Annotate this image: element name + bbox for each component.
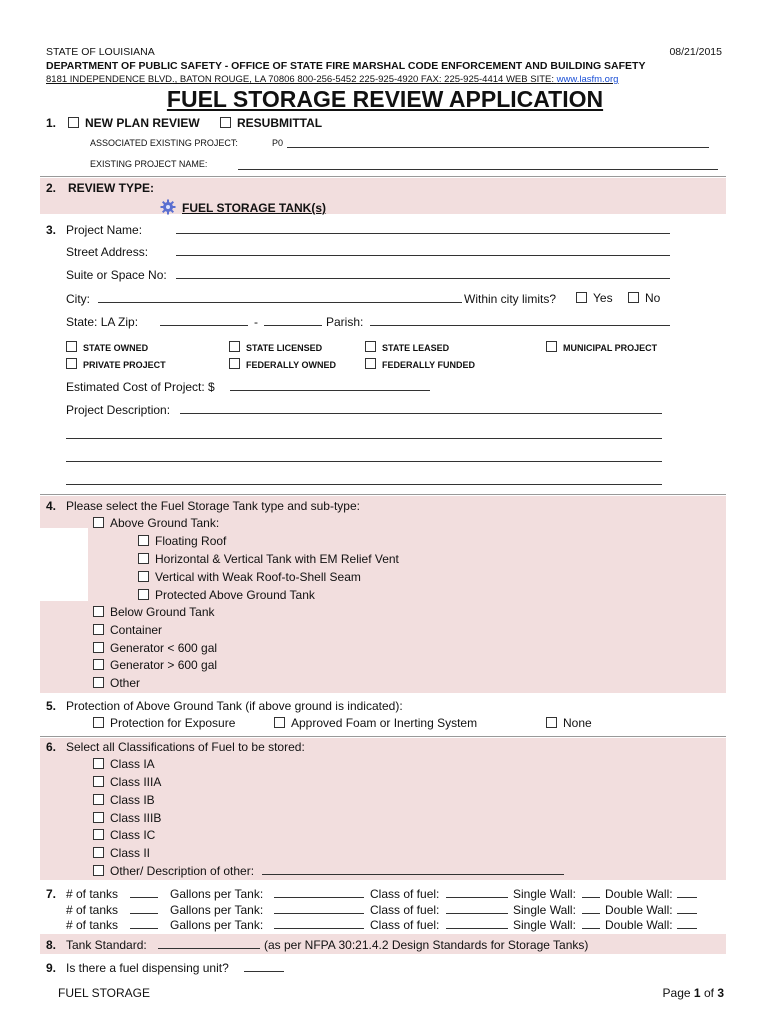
project-description-line-4[interactable] [66, 473, 662, 485]
federally-owned-label: FEDERALLY OWNED [246, 360, 337, 370]
within-no-option[interactable] [628, 291, 660, 305]
state-licensed-label: STATE LICENSED [246, 343, 323, 353]
class-ic-option[interactable] [93, 828, 155, 842]
divider [40, 494, 726, 495]
section-4-number: 4. [46, 499, 57, 513]
class-ia-option[interactable] [93, 757, 155, 771]
new-plan-review-checkbox[interactable] [68, 117, 79, 128]
project-name-field[interactable] [176, 222, 670, 234]
class-label: Class of fuel: [370, 918, 440, 932]
estimated-cost-label: Estimated Cost of Project: $ [66, 380, 215, 394]
within-yes-option[interactable] [576, 291, 613, 305]
tank-standard-note: (as per NFPA 30:21.4.2 Design Standards for Storage Tanks) [264, 938, 589, 952]
zip-field[interactable] [160, 314, 248, 326]
associated-project-label: ASSOCIATED EXISTING PROJECT: [90, 138, 238, 148]
foam-inerting-option[interactable] [274, 716, 477, 730]
street-address-field[interactable] [176, 244, 670, 256]
class-ia-checkbox[interactable] [93, 758, 104, 769]
container-option[interactable] [93, 623, 162, 637]
city-field[interactable] [98, 291, 462, 303]
single-wall-field[interactable] [582, 917, 600, 929]
header-date: 08/21/2015 [669, 46, 722, 58]
tank-count-field[interactable] [130, 886, 158, 898]
protected-above-ground-option[interactable] [138, 588, 315, 602]
federally-funded-option[interactable] [365, 358, 475, 370]
total-pages: 3 [717, 986, 724, 1000]
federally-owned-option[interactable] [229, 358, 336, 370]
above-ground-checkbox[interactable] [93, 517, 104, 528]
single-wall-field[interactable] [582, 902, 600, 914]
section-6-number: 6. [46, 740, 57, 754]
new-plan-review-option[interactable] [68, 116, 200, 130]
within-city-limits-label: Within city limits? [464, 292, 557, 306]
section-2-number: 2. [46, 181, 57, 195]
private-project-option[interactable] [66, 358, 166, 370]
protection-exposure-label: Protection for Exposure [110, 716, 236, 730]
within-yes-checkbox[interactable] [576, 292, 587, 303]
section-8-number: 8. [46, 938, 57, 952]
single-label: Single Wall: [513, 887, 576, 901]
tank-count-field[interactable] [130, 917, 158, 929]
generator-large-checkbox[interactable] [93, 659, 104, 670]
project-description-line-2[interactable] [66, 427, 662, 439]
municipal-project-checkbox[interactable] [546, 341, 557, 352]
project-name-label: Project Name: [66, 223, 143, 237]
within-no-checkbox[interactable] [628, 292, 639, 303]
street-address-label: Street Address: [66, 245, 149, 259]
associated-project-field[interactable] [287, 136, 709, 148]
state-licensed-checkbox[interactable] [229, 341, 240, 352]
generator-small-checkbox[interactable] [93, 642, 104, 653]
double-wall-field[interactable] [677, 917, 697, 929]
other-fuel-option[interactable] [93, 864, 254, 878]
foam-inerting-checkbox[interactable] [274, 717, 285, 728]
class-ib-label: Class IB [110, 793, 155, 807]
dispensing-unit-label: Is there a fuel dispensing unit? [66, 961, 229, 975]
class-ii-option[interactable] [93, 846, 150, 860]
state-licensed-option[interactable] [229, 341, 322, 353]
weak-roof-option[interactable] [138, 570, 361, 584]
above-ground-label: Above Ground Tank: [110, 516, 220, 530]
yes-label: Yes [593, 291, 613, 305]
tank-count-field[interactable] [130, 902, 158, 914]
single-label: Single Wall: [513, 918, 576, 932]
existing-project-name-field[interactable] [238, 158, 718, 170]
section-7-number: 7. [46, 887, 57, 901]
state-zip-label: State: LA Zip: [66, 315, 139, 329]
tanks-label: # of tanks [66, 903, 119, 917]
private-project-label: PRIVATE PROJECT [83, 360, 166, 370]
floating-roof-checkbox[interactable] [138, 535, 149, 546]
class-iiia-option[interactable] [93, 775, 161, 789]
section-5-number: 5. [46, 699, 57, 713]
gallons-field[interactable] [274, 886, 364, 898]
federally-funded-checkbox[interactable] [365, 358, 376, 369]
state-owned-option[interactable] [66, 341, 148, 353]
suite-field[interactable] [176, 267, 670, 279]
generator-large-label: Generator > 600 gal [110, 658, 218, 672]
protection-none-checkbox[interactable] [546, 717, 557, 728]
below-ground-checkbox[interactable] [93, 606, 104, 617]
header-department: DEPARTMENT OF PUBLIC SAFETY - OFFICE OF STATE FIRE MARSHAL CODE ENFORCEMENT AND BUILDING SAFETY [46, 60, 646, 72]
double-wall-field[interactable] [677, 902, 697, 914]
gallons-label: Gallons per Tank: [170, 903, 264, 917]
foam-inerting-label: Approved Foam or Inerting System [291, 716, 478, 730]
address-text: 8181 INDEPENDENCE BLVD., BATON ROUGE, LA 70806 800-256-5452 225-925-4920 FAX: 225-925-4414 WEB SITE: [46, 74, 557, 85]
class-ic-label: Class IC [110, 828, 156, 842]
weak-roof-label: Vertical with Weak Roof-to-Shell Seam [155, 570, 361, 584]
of-label: of [703, 986, 714, 1000]
class-iiib-checkbox[interactable] [93, 812, 104, 823]
class-ib-option[interactable] [93, 793, 155, 807]
fuel-class-field[interactable] [446, 886, 508, 898]
review-type-text: FUEL STORAGE TANK(s) [182, 201, 327, 215]
federally-owned-checkbox[interactable] [229, 358, 240, 369]
no-label: No [645, 291, 661, 305]
federally-funded-label: FEDERALLY FUNDED [382, 360, 476, 370]
suite-label: Suite or Space No: [66, 268, 167, 282]
fuel-class-field[interactable] [446, 917, 508, 929]
section-3-number: 3. [46, 223, 57, 237]
class-ia-label: Class IA [110, 757, 155, 771]
double-label: Double Wall: [605, 903, 673, 917]
project-description-line-3[interactable] [66, 450, 662, 462]
double-wall-field[interactable] [677, 886, 697, 898]
other-fuel-checkbox[interactable] [93, 865, 104, 876]
review-type-label: REVIEW TYPE: [68, 181, 155, 195]
double-label: Double Wall: [605, 918, 673, 932]
other-tank-option[interactable] [93, 676, 140, 690]
municipal-project-option[interactable] [546, 341, 657, 353]
tanks-label: # of tanks [66, 887, 119, 901]
new-plan-review-label: NEW PLAN REVIEW [85, 116, 200, 130]
page-title: FUEL STORAGE REVIEW APPLICATION [166, 86, 604, 112]
horizontal-vertical-option[interactable] [138, 552, 399, 566]
other-tank-label: Other [110, 676, 141, 690]
class-ii-label: Class II [110, 846, 151, 860]
floating-roof-option[interactable] [138, 534, 226, 548]
state-leased-checkbox[interactable] [365, 341, 376, 352]
double-label: Double Wall: [605, 887, 673, 901]
protection-none-label: None [563, 716, 592, 730]
horizontal-vertical-checkbox[interactable] [138, 553, 149, 564]
website-link[interactable]: www.lasfm.org [556, 74, 619, 85]
header-state: STATE OF LOUISIANA [46, 46, 155, 58]
state-leased-label: STATE LEASED [382, 343, 450, 353]
below-ground-label: Below Ground Tank [110, 605, 215, 619]
class-label: Class of fuel: [370, 887, 440, 901]
horizontal-vertical-label: Horizontal & Vertical Tank with EM Relief Vent [155, 552, 399, 566]
class-iiib-label: Class IIIB [110, 811, 162, 825]
dispensing-unit-field[interactable] [244, 960, 284, 972]
tank-type-question: Please select the Fuel Storage Tank type and sub-type: [66, 499, 360, 513]
city-label: City: [66, 292, 90, 306]
tank-standard-label: Tank Standard: [66, 938, 147, 952]
divider [40, 736, 726, 737]
header-address [46, 74, 618, 85]
class-ib-checkbox[interactable] [93, 794, 104, 805]
protection-exposure-option[interactable] [93, 716, 235, 730]
resubmittal-label: RESUBMITTAL [237, 116, 323, 130]
other-fuel-label: Other/ Description of other: [110, 864, 255, 878]
fuel-class-question: Select all Classifications of Fuel to be stored: [66, 740, 305, 754]
weak-roof-checkbox[interactable] [138, 571, 149, 582]
gear-icon [160, 199, 176, 215]
container-label: Container [110, 623, 163, 637]
zip-dash: - [254, 315, 258, 329]
tanks-label: # of tanks [66, 918, 119, 932]
protection-none-option[interactable] [546, 716, 592, 730]
generator-small-option[interactable] [93, 641, 217, 655]
project-description-label: Project Description: [66, 403, 171, 417]
gallons-field[interactable] [274, 902, 364, 914]
existing-project-name-label: EXISTING PROJECT NAME: [90, 159, 208, 169]
footer-form-name: FUEL STORAGE [58, 986, 151, 1000]
class-iiia-checkbox[interactable] [93, 776, 104, 787]
protection-question: Protection of Above Ground Tank (if above ground is indicated): [66, 699, 403, 713]
parish-field[interactable] [370, 314, 670, 326]
class-ii-checkbox[interactable] [93, 847, 104, 858]
resubmittal-checkbox[interactable] [220, 117, 231, 128]
parish-label: Parish: [326, 315, 364, 329]
container-checkbox[interactable] [93, 624, 104, 635]
tank-standard-field[interactable] [158, 937, 260, 949]
class-iiia-label: Class IIIA [110, 775, 162, 789]
page-label: Page [662, 986, 691, 1000]
gallons-label: Gallons per Tank: [170, 918, 264, 932]
current-page: 1 [693, 986, 701, 1000]
protected-above-ground-checkbox[interactable] [138, 589, 149, 600]
class-iiib-option[interactable] [93, 811, 161, 825]
municipal-project-label: MUNICIPAL PROJECT [563, 343, 658, 353]
section-9-number: 9. [46, 961, 57, 975]
associated-project-prefix: P0 [272, 138, 284, 148]
state-leased-option[interactable] [365, 341, 449, 353]
single-label: Single Wall: [513, 903, 576, 917]
private-project-checkbox[interactable] [66, 358, 77, 369]
resubmittal-option[interactable] [220, 116, 322, 130]
fuel-class-field[interactable] [446, 902, 508, 914]
class-label: Class of fuel: [370, 903, 440, 917]
other-fuel-description-field[interactable] [262, 863, 564, 875]
gallons-label: Gallons per Tank: [170, 887, 264, 901]
floating-roof-label: Floating Roof [155, 534, 227, 548]
estimated-cost-field[interactable] [230, 379, 430, 391]
project-description-field[interactable] [180, 402, 662, 414]
below-ground-option[interactable] [93, 605, 215, 619]
review-type-value [160, 199, 326, 215]
protected-above-ground-label: Protected Above Ground Tank [155, 588, 315, 602]
page-number [663, 986, 724, 1000]
other-tank-checkbox[interactable] [93, 677, 104, 688]
zip-ext-field[interactable] [264, 314, 322, 326]
section-1-number: 1. [46, 116, 57, 130]
single-wall-field[interactable] [582, 886, 600, 898]
generator-large-option[interactable] [93, 658, 217, 672]
generator-small-label: Generator < 600 gal [110, 641, 218, 655]
gallons-field[interactable] [274, 917, 364, 929]
class-ic-checkbox[interactable] [93, 829, 104, 840]
state-owned-checkbox[interactable] [66, 341, 77, 352]
above-ground-option[interactable] [93, 516, 219, 530]
state-owned-label: STATE OWNED [83, 343, 149, 353]
protection-exposure-checkbox[interactable] [93, 717, 104, 728]
divider [40, 176, 726, 177]
